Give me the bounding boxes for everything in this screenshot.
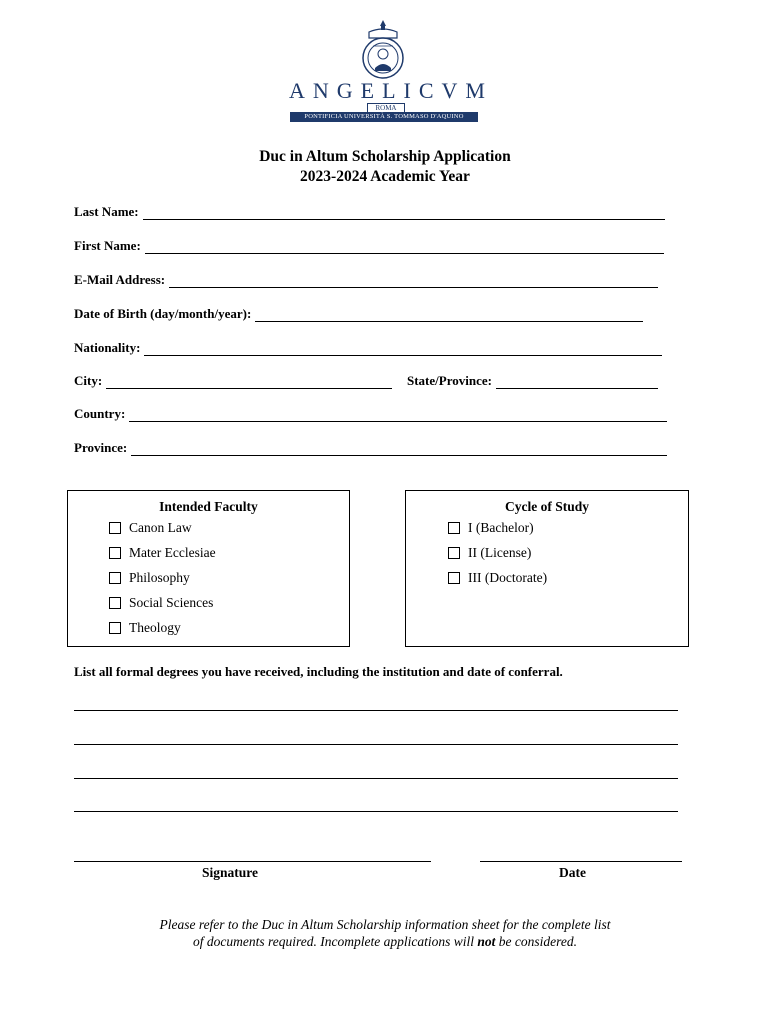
- checkbox[interactable]: [109, 597, 121, 609]
- faculty-option-mater-ecclesiae[interactable]: [109, 545, 216, 561]
- province-input-line[interactable]: [131, 443, 667, 456]
- degree-entry-line[interactable]: [74, 744, 678, 745]
- brand-city: ROMA: [367, 103, 405, 114]
- city-label: City:: [74, 373, 103, 388]
- nationality-input-line[interactable]: [144, 343, 662, 356]
- brand-university: PONTIFICIA UNIVERSITÀ S. TOMMASO D'AQUINO: [290, 112, 478, 122]
- country-input-line[interactable]: [129, 409, 667, 422]
- degree-entry-line[interactable]: [74, 811, 678, 812]
- dob-input-line[interactable]: [255, 309, 643, 322]
- note-emphasis: not: [477, 934, 496, 949]
- faculty-option-philosophy[interactable]: [109, 570, 190, 586]
- option-label: III (Doctorate): [468, 570, 548, 585]
- date-label: Date: [559, 865, 586, 880]
- first-name-label: First Name:: [74, 238, 141, 253]
- intended-faculty-title: Intended Faculty: [159, 499, 258, 514]
- option-label: I (Bachelor): [468, 520, 534, 535]
- checkbox[interactable]: [109, 547, 121, 559]
- faculty-option-canon-law[interactable]: [109, 520, 192, 536]
- checkbox[interactable]: [448, 547, 460, 559]
- email-input-line[interactable]: [169, 275, 658, 288]
- option-label: II (License): [468, 545, 532, 560]
- checkbox[interactable]: [109, 522, 121, 534]
- checkbox[interactable]: [448, 572, 460, 584]
- email-label: E-Mail Address:: [74, 272, 166, 287]
- country-label: Country:: [74, 406, 126, 421]
- instructions-note: [100, 916, 670, 950]
- city-field: [74, 373, 392, 389]
- cycle-option-license[interactable]: [448, 545, 531, 561]
- country-field: [74, 406, 667, 422]
- checkbox[interactable]: [109, 572, 121, 584]
- dob-field: [74, 306, 643, 322]
- last-name-field: [74, 204, 665, 220]
- nationality-field: [74, 340, 662, 356]
- form-subtitle: 2023-2024 Academic Year: [300, 168, 470, 185]
- faculty-option-theology[interactable]: [109, 620, 181, 636]
- city-input-line[interactable]: [106, 376, 392, 389]
- date-line[interactable]: [480, 861, 682, 862]
- intended-faculty-box: [67, 490, 350, 647]
- brand-wordmark: ANGELICVM: [289, 78, 493, 103]
- state-province-field: [407, 373, 658, 389]
- option-label: Mater Ecclesiae: [129, 545, 216, 560]
- first-name-input-line[interactable]: [145, 241, 664, 254]
- note-line-3: be considered.: [498, 934, 577, 949]
- option-label: Philosophy: [129, 570, 190, 585]
- university-seal-logo: [359, 18, 407, 82]
- signature-label: Signature: [201, 865, 258, 880]
- province-label: Province:: [74, 440, 128, 455]
- note-line-1: Please refer to the Duc in Altum Scholarship information sheet for the complete list: [159, 917, 611, 932]
- email-field: [74, 272, 658, 288]
- signature-line[interactable]: [74, 861, 431, 862]
- degree-entry-line[interactable]: [74, 778, 678, 779]
- note-line-2: of documents required. Incomplete applications will: [193, 934, 474, 949]
- nationality-label: Nationality:: [74, 340, 141, 355]
- province-field: [74, 440, 667, 456]
- state-province-label: State/Province:: [407, 373, 492, 388]
- state-province-input-line[interactable]: [496, 376, 658, 389]
- cycle-of-study-box: [405, 490, 689, 647]
- cycle-of-study-title: Cycle of Study: [505, 499, 589, 514]
- faculty-option-social-sciences[interactable]: [109, 595, 213, 611]
- last-name-label: Last Name:: [74, 204, 139, 219]
- form-title: Duc in Altum Scholarship Application: [259, 148, 511, 165]
- degrees-prompt: List all formal degrees you have received, including the institution and date of conferral.: [74, 664, 563, 679]
- checkbox[interactable]: [109, 622, 121, 634]
- checkbox[interactable]: [448, 522, 460, 534]
- option-label: Social Sciences: [129, 595, 214, 610]
- option-label: Canon Law: [129, 520, 192, 535]
- degree-entry-line[interactable]: [74, 710, 678, 711]
- dob-label: Date of Birth (day/month/year):: [74, 306, 252, 321]
- cycle-option-doctorate[interactable]: [448, 570, 547, 586]
- last-name-input-line[interactable]: [143, 207, 665, 220]
- cycle-option-bachelor[interactable]: [448, 520, 534, 536]
- option-label: Theology: [129, 620, 181, 635]
- first-name-field: [74, 238, 664, 254]
